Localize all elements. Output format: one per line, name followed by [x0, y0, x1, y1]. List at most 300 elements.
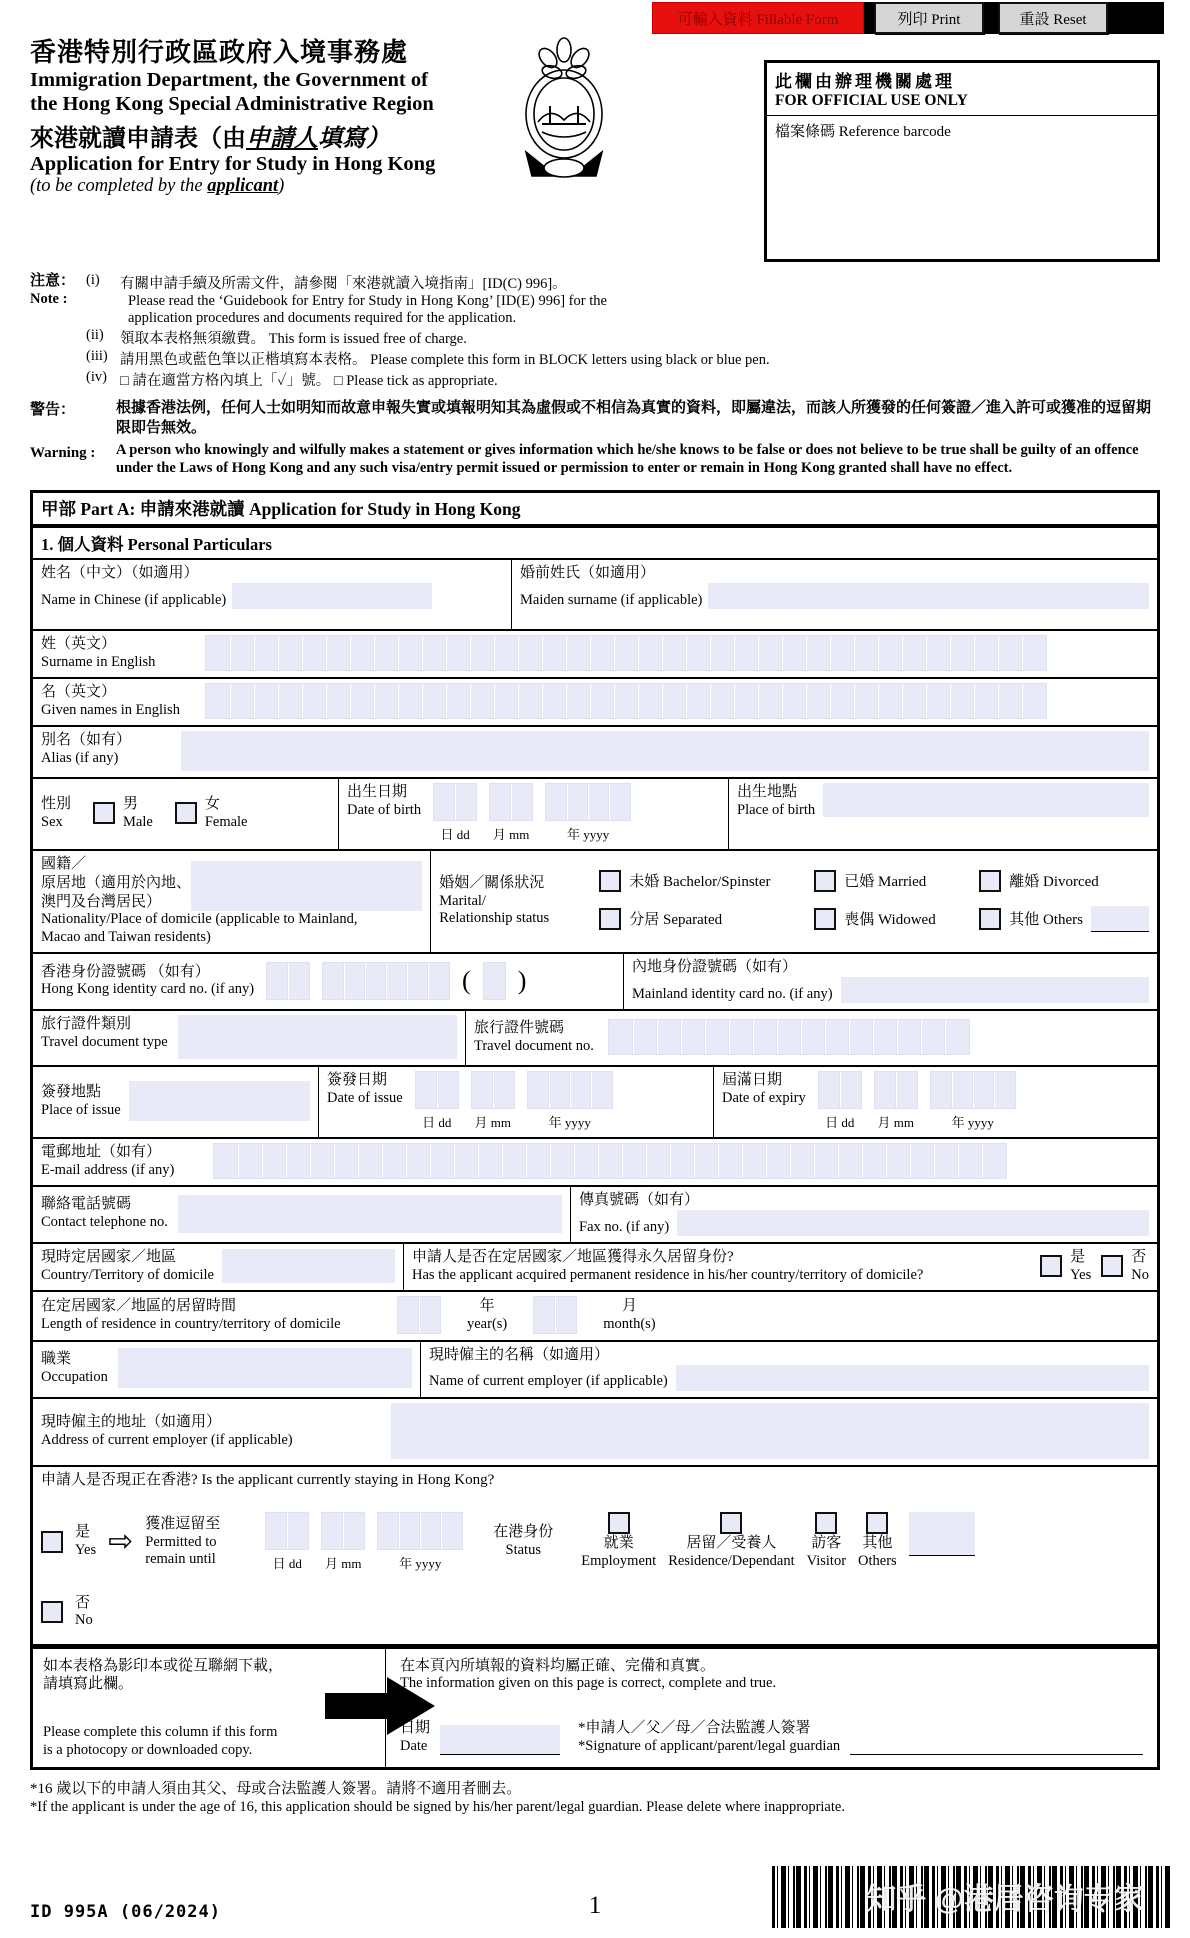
- signature-line[interactable]: [850, 1725, 1143, 1755]
- char-cell[interactable]: [1022, 636, 1046, 670]
- char-cell[interactable]: [378, 1513, 399, 1549]
- official-use-title-en: FOR OFFICIAL USE ONLY: [775, 92, 968, 109]
- char-cell[interactable]: [694, 1144, 718, 1178]
- char-cell[interactable]: [267, 963, 288, 999]
- hkid-label-en: Hong Kong identity card no. (if any): [41, 981, 255, 998]
- char-cell[interactable]: [854, 636, 878, 670]
- char-cell[interactable]: [590, 684, 614, 718]
- char-cell[interactable]: [494, 684, 518, 718]
- expiry-mm-cells[interactable]: [874, 1071, 918, 1109]
- status-employment-en: Employment: [581, 1553, 657, 1570]
- char-cell[interactable]: [416, 1072, 437, 1108]
- char-cell[interactable]: [422, 684, 446, 718]
- char-cell[interactable]: [518, 636, 542, 670]
- char-cell[interactable]: [633, 1020, 657, 1054]
- char-cell[interactable]: [278, 636, 302, 670]
- issue-dd-cells[interactable]: [415, 1071, 459, 1109]
- char-cell[interactable]: [973, 1072, 994, 1108]
- staying-no-checkbox[interactable]: [41, 1601, 63, 1623]
- form-subtitle-post: ): [278, 176, 285, 197]
- char-cell[interactable]: [830, 684, 854, 718]
- char-cell[interactable]: [921, 1020, 945, 1054]
- char-cell[interactable]: [622, 1144, 646, 1178]
- char-cell[interactable]: [428, 963, 449, 999]
- char-cell[interactable]: [974, 684, 998, 718]
- char-cell[interactable]: [854, 684, 878, 718]
- char-cell[interactable]: [398, 1297, 419, 1333]
- char-cell[interactable]: [806, 636, 830, 670]
- note-item-i: [86, 272, 1160, 327]
- char-cell[interactable]: [878, 636, 902, 670]
- char-cell[interactable]: [546, 784, 567, 820]
- char-cell[interactable]: [542, 636, 566, 670]
- perm-yes-zh: 是: [1070, 1248, 1086, 1265]
- issue-yyyy-group: [527, 1071, 613, 1131]
- char-cell[interactable]: [511, 784, 532, 820]
- char-cell[interactable]: [790, 1144, 814, 1178]
- char-cell[interactable]: [549, 1072, 570, 1108]
- char-cell[interactable]: [926, 636, 950, 670]
- hkid-digit-cells[interactable]: [322, 962, 450, 1000]
- age-footnote-zh: *16 歲以下的申請人須由其父、母或合法監護人簽署。請將不適用者刪去。: [30, 1780, 522, 1797]
- char-cell[interactable]: [806, 684, 830, 718]
- char-cell[interactable]: [766, 1144, 790, 1178]
- perm-residence-cell: [403, 1244, 1157, 1290]
- char-cell[interactable]: [446, 636, 470, 670]
- char-cell[interactable]: [454, 1144, 478, 1178]
- char-cell[interactable]: [478, 1144, 502, 1178]
- male-label: [123, 795, 153, 831]
- char-cell[interactable]: [609, 784, 630, 820]
- perm-no-checkbox[interactable]: [1101, 1255, 1123, 1277]
- char-cell[interactable]: [662, 684, 686, 718]
- status-others-checkbox[interactable]: [866, 1512, 888, 1534]
- male-checkbox[interactable]: [93, 802, 115, 824]
- char-cell[interactable]: [801, 1020, 825, 1054]
- travel-no-label: [474, 1019, 594, 1055]
- char-cell[interactable]: [230, 636, 254, 670]
- char-cell[interactable]: [262, 1144, 286, 1178]
- note-i-en1: Please read the ‘Guidebook for Entry for Study in Hong Kong’ [ID(E) 996] for the: [128, 293, 607, 309]
- char-cell[interactable]: [910, 1144, 934, 1178]
- char-cell[interactable]: [490, 784, 511, 820]
- char-cell[interactable]: [958, 1144, 982, 1178]
- note-iii-number: (iii): [86, 348, 108, 364]
- char-cell[interactable]: [875, 1072, 896, 1108]
- reference-barcode-label: 檔案條碼 Reference barcode: [775, 124, 951, 140]
- dob-mm-group: [489, 783, 533, 843]
- dob-mm-cells[interactable]: [489, 783, 533, 821]
- note-i-en2: application procedures and documents required for the application.: [128, 310, 517, 326]
- male-label-zh: 男: [123, 796, 139, 813]
- fax-cell: [570, 1187, 1157, 1242]
- occupation-input[interactable]: [118, 1348, 412, 1388]
- char-cell[interactable]: [406, 1144, 430, 1178]
- char-cell[interactable]: [287, 1513, 308, 1549]
- char-cell[interactable]: [982, 1144, 1006, 1178]
- char-cell[interactable]: [437, 1072, 458, 1108]
- print-button[interactable]: 列印 Print: [874, 2, 984, 34]
- char-cell[interactable]: [344, 963, 365, 999]
- char-cell[interactable]: [838, 1144, 862, 1178]
- status-others-option: [858, 1512, 897, 1570]
- status-visitor-checkbox[interactable]: [815, 1512, 837, 1534]
- note-ii-text: 領取本表格無須繳費。 This form is issued free of charge.: [120, 331, 467, 347]
- char-cell[interactable]: [238, 1144, 262, 1178]
- perm-question-zh: 申請人是否在定居國家／地區獲得永久居留身份?: [412, 1248, 734, 1265]
- female-label: [205, 795, 248, 831]
- char-cell[interactable]: [849, 1020, 873, 1054]
- issue-place-label-en: Place of issue: [41, 1101, 121, 1118]
- staying-yes-label: [75, 1523, 96, 1559]
- dob-dd-cells[interactable]: [433, 783, 477, 821]
- char-cell[interactable]: [350, 684, 374, 718]
- char-cell[interactable]: [819, 1072, 840, 1108]
- watermark-text: 知乎 @港居咨询专家: [866, 1883, 1144, 1917]
- perm-yes-option: [1040, 1248, 1091, 1284]
- email-label-en: E-mail address (if any): [41, 1161, 175, 1178]
- char-cell[interactable]: [374, 684, 398, 718]
- char-cell[interactable]: [998, 636, 1022, 670]
- char-cell[interactable]: [278, 684, 302, 718]
- char-cell[interactable]: [254, 684, 278, 718]
- row-email: [33, 1139, 1157, 1187]
- char-cell[interactable]: [994, 1072, 1015, 1108]
- notes-label-zh: 注意：: [30, 273, 76, 289]
- char-cell[interactable]: [934, 1144, 958, 1178]
- char-cell[interactable]: [542, 684, 566, 718]
- char-cell[interactable]: [950, 636, 974, 670]
- status-employment-option: [581, 1512, 656, 1570]
- char-cell[interactable]: [266, 1513, 287, 1549]
- marital-others-checkbox[interactable]: [979, 908, 1001, 930]
- hkid-prefix-cells[interactable]: [266, 962, 310, 1000]
- char-cell[interactable]: [777, 1020, 801, 1054]
- char-cell[interactable]: [526, 1144, 550, 1178]
- char-cell[interactable]: [446, 684, 470, 718]
- photocopy-arrow-icon: [325, 1677, 435, 1740]
- declaration-zh: 在本頁內所填報的資料均屬正確、完備和真實。: [400, 1657, 716, 1674]
- char-cell[interactable]: [878, 684, 902, 718]
- residence-years-cells[interactable]: [397, 1296, 441, 1334]
- divorced-label: 離婚 Divorced: [1009, 874, 1099, 891]
- char-cell[interactable]: [681, 1020, 705, 1054]
- char-cell[interactable]: [926, 684, 950, 718]
- char-cell[interactable]: [455, 784, 476, 820]
- char-cell[interactable]: [830, 636, 854, 670]
- name-chinese-input[interactable]: [232, 583, 432, 609]
- employer-label-en: Name of current employer (if applicable): [429, 1373, 668, 1390]
- char-cell[interactable]: [734, 636, 758, 670]
- alias-input[interactable]: [181, 731, 1149, 771]
- status-employment-checkbox[interactable]: [608, 1512, 630, 1534]
- char-cell[interactable]: [873, 1020, 897, 1054]
- char-cell[interactable]: [206, 684, 230, 718]
- char-cell[interactable]: [758, 636, 782, 670]
- issue-mm-cells[interactable]: [471, 1071, 515, 1109]
- char-cell[interactable]: [758, 684, 782, 718]
- note-iii-text: 請用黑色或藍色筆以正楷填寫本表格。 Please complete this form in BLOCK letters using black or blue pen.: [120, 352, 770, 368]
- phone-input[interactable]: [178, 1195, 562, 1233]
- married-label: 已婚 Married: [844, 874, 927, 891]
- warning-text-zh: 根據香港法例，任何人士如明知而故意申報失實或填報明知其為虛假或不相信為真實的資料，即屬違法，而該人所獲發的任何簽證／進入許可或獲准的逗留期限即告無效。: [116, 400, 1152, 437]
- char-cell[interactable]: [422, 636, 446, 670]
- char-cell[interactable]: [657, 1020, 681, 1054]
- char-cell[interactable]: [825, 1020, 849, 1054]
- char-cell[interactable]: [326, 684, 350, 718]
- char-cell[interactable]: [567, 784, 588, 820]
- issue-date-label-zh: 簽發日期: [327, 1072, 388, 1088]
- char-cell[interactable]: [434, 784, 455, 820]
- form-title-zh-post: 填寫）: [318, 126, 390, 153]
- char-cell[interactable]: [343, 1513, 364, 1549]
- permit-yyyy-group: [377, 1512, 463, 1572]
- char-cell[interactable]: [326, 636, 350, 670]
- char-cell[interactable]: [686, 684, 710, 718]
- char-cell[interactable]: [902, 684, 926, 718]
- married-checkbox[interactable]: [814, 870, 836, 892]
- widowed-checkbox[interactable]: [814, 908, 836, 930]
- residence-length-cell: [33, 1292, 1157, 1340]
- marital-others-input[interactable]: [1091, 906, 1149, 932]
- issue-date-label: [327, 1071, 403, 1107]
- char-cell[interactable]: [574, 1144, 598, 1178]
- maiden-surname-label-en: Maiden surname (if applicable): [520, 591, 703, 608]
- domicile-label: [41, 1248, 214, 1284]
- char-cell[interactable]: [470, 636, 494, 670]
- residence-months-cells[interactable]: [533, 1296, 577, 1334]
- dob-label-en: Date of birth: [347, 801, 422, 818]
- char-cell[interactable]: [950, 684, 974, 718]
- char-cell[interactable]: [334, 1144, 358, 1178]
- bachelor-checkbox[interactable]: [599, 870, 621, 892]
- char-cell[interactable]: [365, 963, 386, 999]
- pob-input[interactable]: [823, 783, 1149, 817]
- travel-type-input[interactable]: [178, 1015, 457, 1059]
- sex-male-option: [93, 795, 153, 831]
- char-cell[interactable]: [350, 636, 374, 670]
- char-cell[interactable]: [840, 1072, 861, 1108]
- row-phone-fax: [33, 1187, 1157, 1244]
- hk-status-zh: 在港身份: [493, 1524, 554, 1541]
- char-cell[interactable]: [974, 636, 998, 670]
- char-cell[interactable]: [705, 1020, 729, 1054]
- char-cell[interactable]: [518, 684, 542, 718]
- expiry-mm-label: 月 mm: [877, 1115, 914, 1130]
- expiry-date-label-zh: 屆滿日期: [722, 1072, 783, 1088]
- char-cell[interactable]: [502, 1144, 526, 1178]
- page-footer: [30, 1842, 1160, 1928]
- char-cell[interactable]: [670, 1144, 694, 1178]
- char-cell[interactable]: [358, 1144, 382, 1178]
- char-cell[interactable]: [528, 1072, 549, 1108]
- form-title-zh-pre: 來港就讀申請表（由: [30, 126, 246, 153]
- pob-label-zh: 出生地點: [737, 784, 798, 801]
- female-checkbox[interactable]: [175, 802, 197, 824]
- date-input[interactable]: [440, 1725, 560, 1755]
- email-cells[interactable]: [213, 1143, 1007, 1179]
- warning-section: [30, 398, 1160, 478]
- char-cell[interactable]: [897, 1020, 921, 1054]
- char-cell[interactable]: [534, 1297, 555, 1333]
- char-cell[interactable]: [386, 963, 407, 999]
- char-cell[interactable]: [302, 636, 326, 670]
- char-cell[interactable]: [590, 636, 614, 670]
- employer-input[interactable]: [676, 1365, 1149, 1391]
- expiry-dd-cells[interactable]: [818, 1071, 862, 1109]
- char-cell[interactable]: [931, 1072, 952, 1108]
- char-cell[interactable]: [493, 1072, 514, 1108]
- staying-yes-checkbox[interactable]: [41, 1531, 63, 1553]
- issue-yyyy-cells[interactable]: [527, 1071, 613, 1109]
- marital-others-label: 其他 Others: [1009, 912, 1083, 929]
- issue-yyyy-label: 年 yyyy: [548, 1115, 591, 1130]
- perm-yes-checkbox[interactable]: [1040, 1255, 1062, 1277]
- marital-separated-option: [599, 906, 814, 932]
- given-names-cells[interactable]: [205, 683, 1047, 719]
- char-cell[interactable]: [902, 636, 926, 670]
- bachelor-label: 未婚 Bachelor/Spinster: [629, 874, 771, 891]
- occupation-label: [41, 1350, 108, 1386]
- char-cell[interactable]: [323, 963, 344, 999]
- char-cell[interactable]: [302, 684, 326, 718]
- nationality-label-en1: Nationality/Place of domicile (applicable to Mainland,: [41, 911, 358, 928]
- char-cell[interactable]: [286, 1144, 310, 1178]
- char-cell[interactable]: [896, 1072, 917, 1108]
- separated-checkbox[interactable]: [599, 908, 621, 930]
- char-cell[interactable]: [862, 1144, 886, 1178]
- surname-cells[interactable]: [205, 635, 1047, 671]
- char-cell[interactable]: [206, 636, 230, 670]
- char-cell[interactable]: [407, 963, 428, 999]
- char-cell[interactable]: [484, 963, 505, 999]
- given-names-label-zh: 名（英文）: [41, 684, 117, 701]
- divorced-checkbox[interactable]: [979, 870, 1001, 892]
- department-title-en-1: Immigration Department, the Government of: [30, 69, 428, 91]
- form-title-zh-applicant: 申請人: [246, 126, 318, 153]
- row-domicile-perm: [33, 1244, 1157, 1292]
- char-cell[interactable]: [398, 684, 422, 718]
- char-cell[interactable]: [686, 636, 710, 670]
- dob-yyyy-cells[interactable]: [545, 783, 631, 821]
- char-cell[interactable]: [254, 636, 278, 670]
- char-cell[interactable]: [399, 1513, 420, 1549]
- char-cell[interactable]: [570, 1072, 591, 1108]
- char-cell[interactable]: [742, 1144, 766, 1178]
- char-cell[interactable]: [814, 1144, 838, 1178]
- char-cell[interactable]: [214, 1144, 238, 1178]
- char-cell[interactable]: [710, 636, 734, 670]
- char-cell[interactable]: [609, 1020, 633, 1054]
- char-cell[interactable]: [886, 1144, 910, 1178]
- char-cell[interactable]: [470, 684, 494, 718]
- char-cell[interactable]: [555, 1297, 576, 1333]
- char-cell[interactable]: [718, 1144, 742, 1178]
- expiry-yyyy-cells[interactable]: [930, 1071, 1016, 1109]
- char-cell[interactable]: [646, 1144, 670, 1178]
- reset-button[interactable]: 重設 Reset: [998, 2, 1108, 34]
- travel-no-label-en: Travel document no.: [474, 1037, 594, 1054]
- char-cell[interactable]: [374, 636, 398, 670]
- maiden-surname-input[interactable]: [708, 583, 1149, 609]
- staying-no-row: [41, 1594, 1149, 1630]
- char-cell[interactable]: [420, 1513, 441, 1549]
- nationality-input[interactable]: [191, 861, 422, 911]
- char-cell[interactable]: [662, 636, 686, 670]
- char-cell[interactable]: [382, 1144, 406, 1178]
- hkid-check-cell[interactable]: [483, 962, 506, 1000]
- char-cell[interactable]: [472, 1072, 493, 1108]
- char-cell[interactable]: [398, 636, 422, 670]
- char-cell[interactable]: [782, 684, 806, 718]
- char-cell[interactable]: [638, 684, 662, 718]
- char-cell[interactable]: [230, 684, 254, 718]
- permit-yyyy-cells[interactable]: [377, 1512, 463, 1550]
- permit-dd-cells[interactable]: [265, 1512, 309, 1550]
- issue-place-input[interactable]: [129, 1081, 310, 1121]
- char-cell[interactable]: [1022, 684, 1046, 718]
- char-cell[interactable]: [550, 1144, 574, 1178]
- alias-label: [41, 731, 171, 771]
- travel-no-cells[interactable]: [608, 1019, 970, 1055]
- given-names-label-en: Given names in English: [41, 701, 180, 718]
- permit-mm-cells[interactable]: [321, 1512, 365, 1550]
- char-cell[interactable]: [441, 1513, 462, 1549]
- occupation-label-en: Occupation: [41, 1369, 108, 1386]
- status-residence-checkbox[interactable]: [720, 1512, 742, 1534]
- char-cell[interactable]: [614, 684, 638, 718]
- char-cell[interactable]: [566, 684, 590, 718]
- char-cell[interactable]: [598, 1144, 622, 1178]
- char-cell[interactable]: [782, 636, 806, 670]
- char-cell[interactable]: [430, 1144, 454, 1178]
- char-cell[interactable]: [952, 1072, 973, 1108]
- domicile-input[interactable]: [222, 1249, 395, 1283]
- char-cell[interactable]: [945, 1020, 969, 1054]
- email-cell: [33, 1139, 1157, 1185]
- mainland-id-input[interactable]: [841, 977, 1149, 1003]
- section-1-header: 1. 個人資料 Personal Particulars: [33, 528, 1157, 560]
- permitted-until-en1: Permitted to: [145, 1533, 217, 1550]
- char-cell[interactable]: [288, 963, 309, 999]
- perm-no-en: No: [1131, 1266, 1149, 1283]
- char-cell[interactable]: [588, 784, 609, 820]
- char-cell[interactable]: [310, 1144, 334, 1178]
- fax-input[interactable]: [677, 1210, 1149, 1236]
- char-cell[interactable]: [322, 1513, 343, 1549]
- char-cell[interactable]: [591, 1072, 612, 1108]
- hkid-label: [41, 963, 254, 999]
- declaration-column: [385, 1649, 1157, 1767]
- fillable-form-button[interactable]: 可輸入資料 Fillable Form: [652, 2, 864, 34]
- char-cell[interactable]: [710, 684, 734, 718]
- char-cell[interactable]: [494, 636, 518, 670]
- char-cell[interactable]: [638, 636, 662, 670]
- char-cell[interactable]: [734, 684, 758, 718]
- staying-no-zh: 否: [75, 1594, 91, 1611]
- char-cell[interactable]: [998, 684, 1022, 718]
- char-cell[interactable]: [419, 1297, 440, 1333]
- char-cell[interactable]: [753, 1020, 777, 1054]
- char-cell[interactable]: [729, 1020, 753, 1054]
- employer-address-input[interactable]: [391, 1403, 1149, 1459]
- char-cell[interactable]: [566, 636, 590, 670]
- expiry-mm-group: [874, 1071, 918, 1131]
- char-cell[interactable]: [614, 636, 638, 670]
- nationality-label-zh1: 國籍／: [41, 856, 87, 873]
- surname-label-en: Surname in English: [41, 653, 156, 670]
- status-others-input[interactable]: [909, 1512, 975, 1556]
